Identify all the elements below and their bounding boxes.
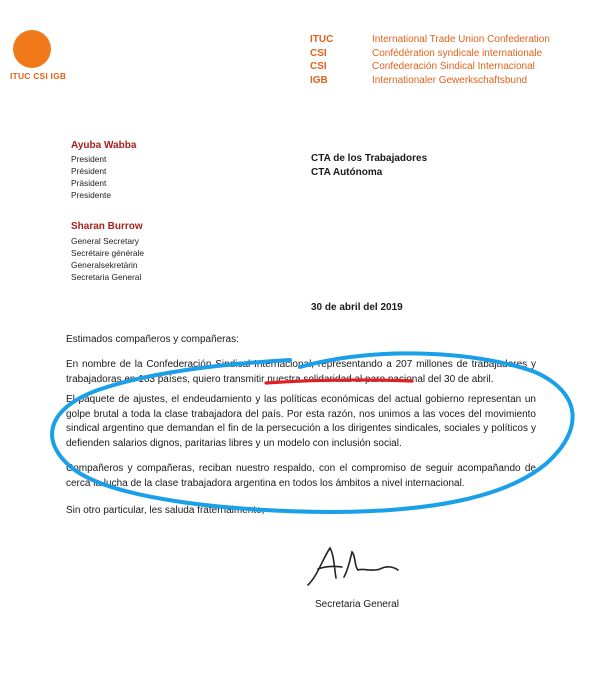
- paragraph-solidarity: En nombre de la Confederación Sindical Internacional, representando a 207 millones de trabajadores y trabajadoras en 163 países, quiero transmitir nuestra solidaridad al paro nacional del 30 de abril.: [66, 359, 536, 385]
- recipient: [311, 152, 427, 179]
- logo-text: ITUC CSI IGB: [10, 71, 67, 81]
- president-title: President: [71, 154, 107, 164]
- general-secretary-title: Generalsekretärin: [71, 260, 138, 270]
- general-secretary-title: Secretaria General: [71, 272, 142, 282]
- organization-list: [310, 33, 550, 87]
- closing: Sin otro particular, les saluda fraternalmente,: [66, 505, 265, 516]
- org-name: Internationaler Gewerkschaftsbund: [372, 74, 528, 86]
- org-abbr: IGB: [310, 74, 328, 86]
- letter-date: 30 de abril del 2019: [311, 302, 403, 313]
- general-secretary-title: Secrétaire générale: [71, 248, 145, 258]
- organization-row: [310, 60, 550, 74]
- paragraph-support: Compañeros y compañeras, reciban nuestro respaldo, con el compromiso de seguir acompañando de cerca la lucha de la clase trabajadora argentina en todos los ámbitos a nivel internacional.: [66, 463, 536, 489]
- org-name: Confédération syndicale internationale: [372, 47, 543, 59]
- president-name: Ayuba Wabba: [71, 140, 137, 151]
- president-block: [71, 140, 136, 201]
- general-secretary-title: General Secretary: [71, 236, 139, 246]
- org-abbr: CSI: [310, 61, 327, 72]
- signature-title: Secretaria General: [315, 599, 399, 610]
- org-name: Confederación Sindical Internacional: [372, 61, 535, 72]
- president-title: Président: [71, 166, 107, 176]
- general-secretary-name: Sharan Burrow: [71, 221, 143, 232]
- salutation: Estimados compañeros y compañeras:: [66, 334, 239, 345]
- paragraph-policies: El paquete de ajustes, el endeudamiento y las políticas económicas del actual gobierno representan un golpe brutal a toda la clase trabajadora del país. Por esta razón, nos unimos a las voces del movimiento sindical argentino que demandan el fin de la persecución a los dirigentes sindicales, sociales y políticos y defienden salarios dignos, paritarias libres y un modelo con inclusión social.: [66, 394, 536, 449]
- organization-row: [310, 47, 550, 61]
- recipient-line: CTA de los Trabajadores: [311, 153, 428, 164]
- organization-row: [310, 74, 550, 88]
- recipient-line: CTA Autónoma: [311, 166, 383, 178]
- organization-row: [310, 33, 550, 47]
- org-abbr: CSI: [310, 47, 327, 59]
- org-abbr: ITUC: [310, 34, 334, 45]
- president-title: Presidente: [71, 190, 112, 200]
- ituc-logo-icon: [13, 30, 51, 68]
- president-title: Präsident: [71, 178, 107, 188]
- org-name: International Trade Union Confederation: [372, 34, 550, 45]
- general-secretary-block: [71, 221, 144, 283]
